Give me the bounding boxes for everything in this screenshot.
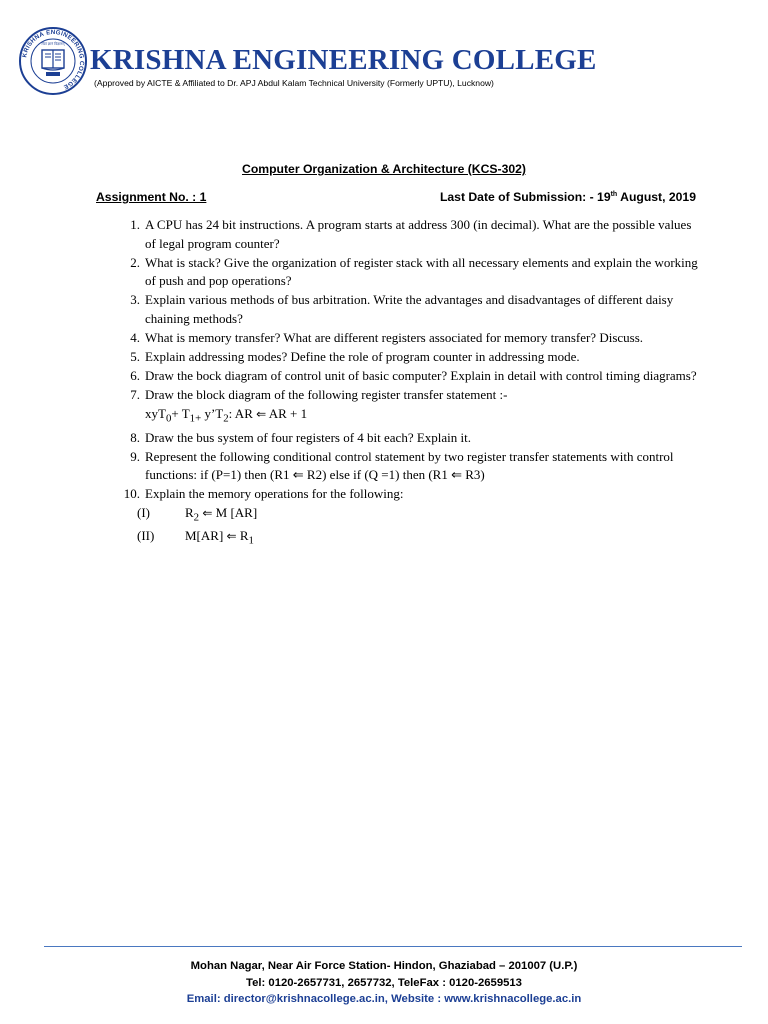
college-name: KRISHNA ENGINEERING COLLEGE <box>90 44 597 76</box>
question-item: 1 . A CPU has 24 bit instructions. A program starts at address 300 (in decimal). What are the possible values of legal program counter? <box>118 216 698 253</box>
approval-note: (Approved by AICTE & Affiliated to Dr. APJ Abdul Kalam Technical University (Formerly UPTU), Lucknow) <box>94 78 494 88</box>
left-arrow-icon: ⇐ <box>226 529 237 544</box>
question-item: 7 . Draw the block diagram of the following register transfer statement :- $xyT_0+ T_{1+}$ $y’T_2$: AR ⇐ AR + 1 <box>118 386 698 428</box>
question-item: 9 . Represent the following conditional control statement by two register transfer statements with control functions: if (P=1) then (R1 ⇐ R2) else if (Q =1) then (R1 ⇐ R3) <box>118 448 698 485</box>
question-item: 6 . Draw the bock diagram of control unit of basic computer? Explain in detail with control timing diagrams? <box>118 367 698 386</box>
footer <box>0 958 768 1008</box>
submission-deadline: Last Date of Submission: - 19th August, 2019 <box>439 190 696 204</box>
question-item: 2 . What is stack? Give the organization of register stack with all necessary elements and explain the working of push and pop operations? <box>118 254 698 291</box>
footer-phone: Tel: 0120-2657731, 2657732, TeleFax : 0120-2659513 <box>246 976 522 989</box>
footer-email: Email: director@krishnacollege.ac.in, Website : www.krishnacollege.ac.in <box>186 993 582 1005</box>
question-list <box>118 216 698 550</box>
register-transfer-formula: $xyT_0+ T_{1+}$ $y’T_2$: AR ⇐ AR + 1 <box>145 405 308 425</box>
footer-divider <box>44 946 742 947</box>
question-item: 4 . What is memory transfer? What are different registers associated for memory transfer? Discuss. <box>118 329 698 348</box>
question-item: 8 . Draw the bus system of four registers of 4 bit each? Explain it. <box>118 429 698 448</box>
sub-item: (II) M[AR] ⇐ $R_1$ <box>137 528 254 547</box>
sub-item: (I) $R_2$ ⇐ M [AR] <box>137 505 258 524</box>
question-item: 5 . Explain addressing modes? Define the role of program counter in addressing mode. <box>118 348 698 367</box>
course-title: Computer Organization & Architecture (KCS-302) <box>242 162 526 176</box>
letterhead <box>18 26 758 106</box>
question-item: 10 . Explain the memory operations for the following: (I) $R_2$ ⇐ M [AR] (II) M[AR] ⇐ $R_1$ <box>118 485 698 550</box>
college-logo-icon <box>18 26 88 96</box>
question-item: 3 . Explain various methods of bus arbitration. Write the advantages and disadvantages of different daisy chaining methods? <box>118 291 698 328</box>
left-arrow-icon: ⇐ <box>256 406 267 421</box>
assignment-number: Assignment No. : 1 <box>96 190 207 204</box>
svg-text:KRISHNA ENGINEERING COLLEGE: KRISHNA ENGINEERING COLLEGE <box>21 28 86 91</box>
logo-motto: चितं ज्ञानं विज्ञानम् <box>41 42 65 46</box>
footer-address: Mohan Nagar, Near Air Force Station- Hindon, Ghaziabad – 201007 (U.P.) <box>190 960 578 972</box>
left-arrow-icon: ⇐ <box>202 506 213 520</box>
